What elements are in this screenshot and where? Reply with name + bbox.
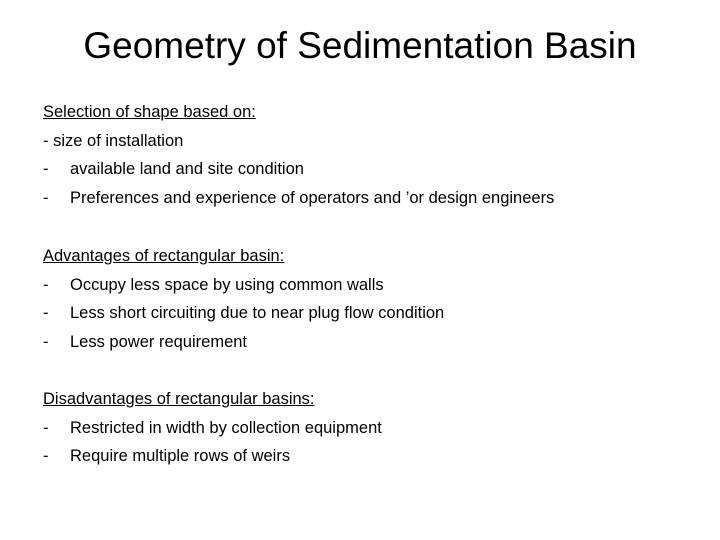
list-item: [43, 127, 693, 156]
list-item: [43, 328, 693, 357]
section-disadvantages: [43, 385, 693, 471]
list-item-text: size of installation: [53, 131, 184, 150]
list-item-text: available land and site condition: [70, 160, 304, 178]
bullet-dash: -: [43, 304, 49, 322]
list-item: [43, 271, 693, 300]
section-heading: Selection of shape based on:: [43, 103, 256, 121]
list-item: [43, 155, 693, 184]
bullet-dash: -: [43, 447, 49, 465]
list-item: [43, 414, 693, 443]
list-item-text: Less short circuiting due to near plug flow condition: [70, 304, 445, 322]
section-heading: Disadvantages of rectangular basins:: [43, 390, 315, 408]
bullet-dash: -: [43, 275, 49, 294]
list-item-text: Less power requirement: [70, 332, 248, 351]
list-item: [43, 299, 693, 328]
list-item: [43, 442, 693, 471]
list-item-text: Restricted in width by collection equipment: [70, 418, 382, 437]
bullet-dash: -: [43, 188, 49, 207]
bullet-dash: -: [43, 418, 49, 437]
section-shape-selection: [43, 98, 693, 212]
section-advantages: [43, 242, 693, 356]
slide-title: Geometry of Sedimentation Basin: [83, 25, 637, 66]
section-heading: Advantages of rectangular basin:: [43, 247, 285, 265]
list-item-text: Occupy less space by using common walls: [70, 275, 384, 294]
list-item-text: Require multiple rows of weirs: [70, 447, 291, 465]
bullet-dash: -: [43, 160, 49, 178]
list-item: [43, 184, 693, 213]
bullet-dash: -: [43, 332, 49, 351]
bullet-dash: -: [43, 131, 49, 150]
list-item-text: Preferences and experience of operators and ’or design engineers: [70, 188, 555, 207]
